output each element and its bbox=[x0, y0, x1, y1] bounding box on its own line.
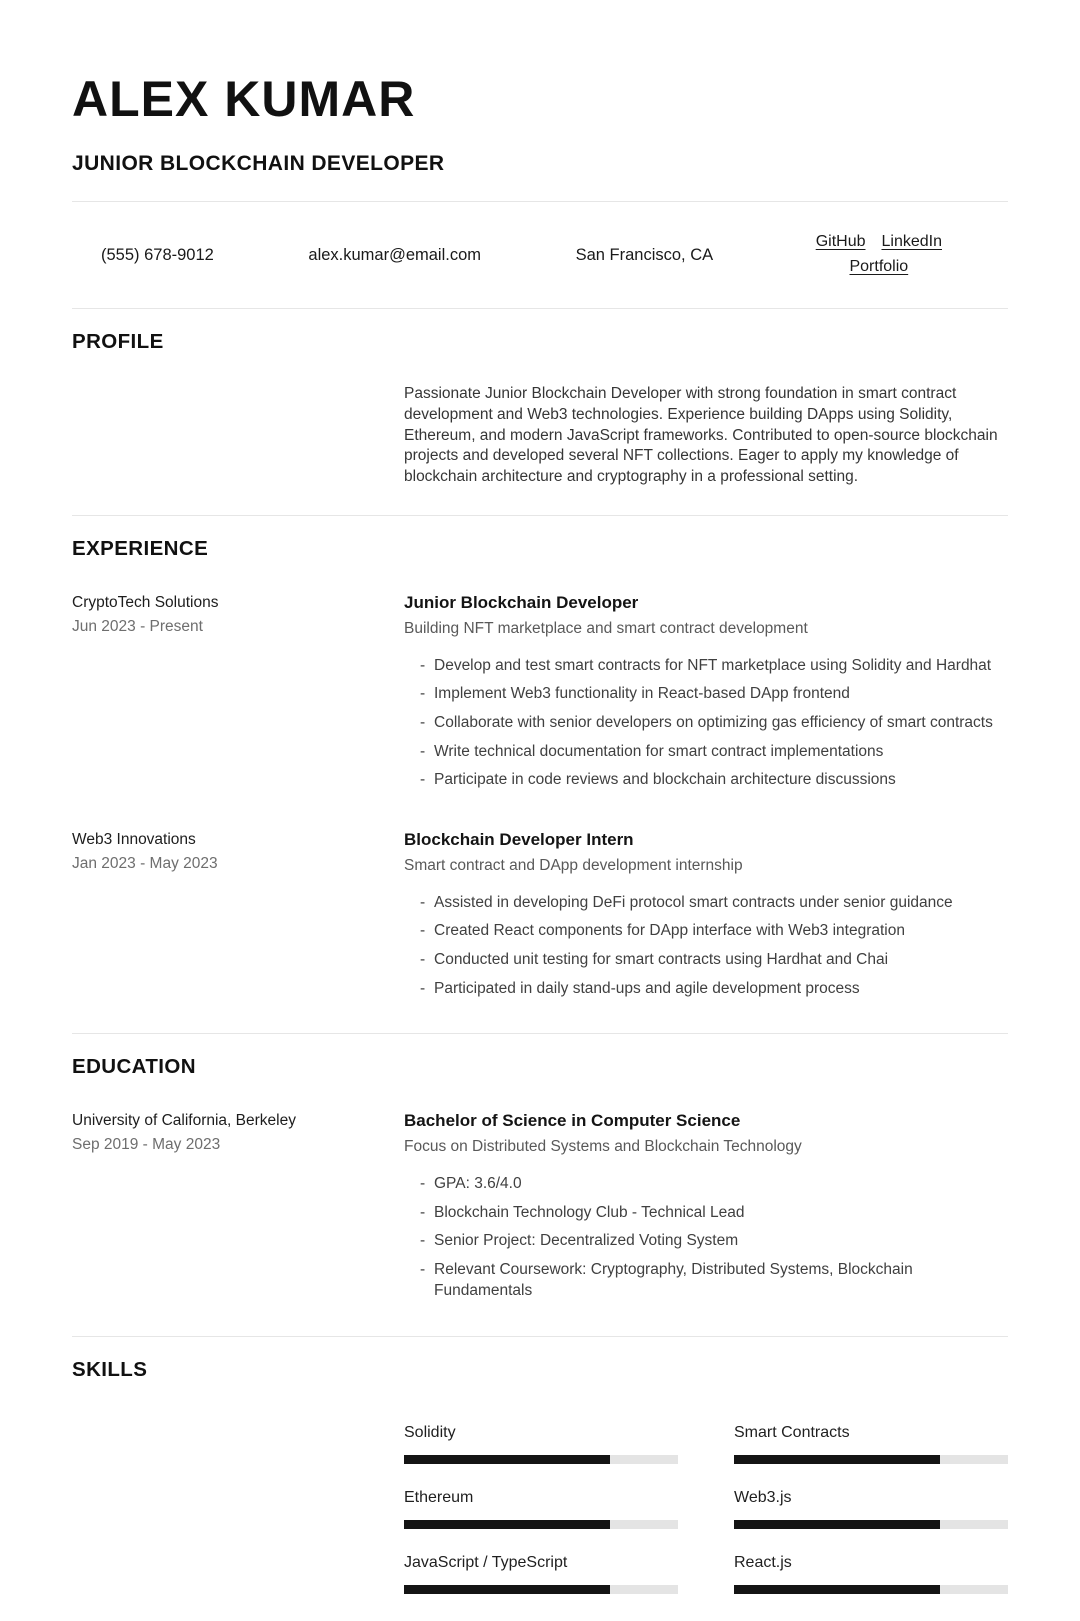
candidate-name: ALEX KUMAR bbox=[72, 71, 416, 127]
profile-section bbox=[72, 308, 1008, 515]
employment-dates: Jan 2023 - May 2023 bbox=[72, 855, 218, 873]
skill-bar-fill bbox=[734, 1455, 940, 1464]
job-bullet-list bbox=[420, 892, 1008, 999]
company-name: CryptoTech Solutions bbox=[72, 593, 219, 611]
skills-section bbox=[72, 1336, 1008, 1621]
education-section bbox=[72, 1033, 1008, 1335]
skill-item bbox=[404, 1554, 678, 1594]
bullet-item: - Relevant Coursework: Cryptography, Distributed Systems, Blockchain Fundamentals bbox=[420, 1259, 1008, 1301]
degree-subtitle: Focus on Distributed Systems and Blockchain Technology bbox=[404, 1137, 802, 1155]
experience-details bbox=[404, 591, 1008, 798]
contact-row bbox=[72, 202, 1008, 308]
skill-item bbox=[404, 1489, 678, 1529]
bullet-item: - Conducted unit testing for smart contracts using Hardhat and Chai bbox=[420, 949, 1008, 970]
skill-bar-track bbox=[404, 1455, 678, 1464]
skill-name: Solidity bbox=[404, 1423, 456, 1441]
education-entry bbox=[72, 1109, 1008, 1308]
skill-name: Smart Contracts bbox=[734, 1423, 850, 1441]
skill-bar-track bbox=[734, 1585, 1008, 1594]
degree-title: Bachelor of Science in Computer Science bbox=[404, 1111, 741, 1131]
job-bullet-list bbox=[420, 655, 1008, 790]
skill-name: Ethereum bbox=[404, 1488, 474, 1506]
skill-item bbox=[734, 1554, 1008, 1594]
bullet-item: - Develop and test smart contracts for NFT marketplace using Solidity and Hardhat bbox=[420, 655, 1008, 676]
skill-bar-fill bbox=[734, 1585, 940, 1594]
skill-bar-track bbox=[404, 1520, 678, 1529]
bullet-item: - Blockchain Technology Club - Technical Lead bbox=[420, 1202, 1008, 1223]
skills-heading: SKILLS bbox=[72, 1357, 148, 1381]
job-subtitle: Building NFT marketplace and smart contract development bbox=[404, 619, 808, 637]
education-details bbox=[404, 1109, 1008, 1308]
experience-details bbox=[404, 828, 1008, 1006]
github-link[interactable]: GitHub bbox=[815, 233, 866, 251]
profile-summary: Passionate Junior Blockchain Developer with strong foundation in smart contract development and Web3 technologies. Experience building DApps using Solidity, Ethereum, and modern JavaScript frameworks. Contributed to open-source blockchain projects and developed several NFT collections. Eager to apply my knowledge of blockchain architecture and cryptography in a professional setting. bbox=[404, 385, 998, 486]
skill-bar-fill bbox=[734, 1520, 940, 1529]
skill-bar-track bbox=[734, 1520, 1008, 1529]
school-name: University of California, Berkeley bbox=[72, 1112, 296, 1130]
experience-meta bbox=[72, 591, 404, 798]
skill-item bbox=[404, 1424, 678, 1464]
education-meta bbox=[72, 1109, 404, 1308]
job-title: Blockchain Developer Intern bbox=[404, 829, 634, 849]
profile-heading: PROFILE bbox=[72, 330, 164, 353]
company-name: Web3 Innovations bbox=[72, 830, 196, 848]
contact-email: alex.kumar@email.com bbox=[308, 245, 482, 264]
candidate-title: JUNIOR BLOCKCHAIN DEVELOPER bbox=[72, 152, 445, 175]
skills-left-spacer bbox=[72, 1412, 404, 1594]
experience-meta bbox=[72, 828, 404, 1006]
skill-name: JavaScript / TypeScript bbox=[404, 1553, 568, 1571]
bullet-item: - Participate in code reviews and blockchain architecture discussions bbox=[420, 769, 1008, 790]
education-dates: Sep 2019 - May 2023 bbox=[72, 1136, 221, 1154]
linkedin-link[interactable]: LinkedIn bbox=[881, 233, 942, 251]
skill-name: React.js bbox=[734, 1553, 792, 1571]
contact-location: San Francisco, CA bbox=[575, 245, 714, 264]
skill-bar-track bbox=[734, 1455, 1008, 1464]
skill-bar-fill bbox=[404, 1585, 610, 1594]
experience-entry bbox=[72, 591, 1008, 798]
experience-entry bbox=[72, 828, 1008, 1006]
skill-bar-track bbox=[404, 1585, 678, 1594]
bullet-item: - Implement Web3 functionality in React-based DApp frontend bbox=[420, 683, 1008, 704]
experience-section bbox=[72, 515, 1008, 1033]
job-subtitle: Smart contract and DApp development internship bbox=[404, 856, 743, 874]
bullet-item: - Assisted in developing DeFi protocol smart contracts under senior guidance bbox=[420, 892, 1008, 913]
contact-phone: (555) 678-9012 bbox=[101, 245, 214, 264]
skill-item bbox=[734, 1489, 1008, 1529]
contact-links bbox=[808, 230, 950, 280]
skills-grid bbox=[404, 1424, 1008, 1594]
bullet-item: - Participated in daily stand-ups and agile development process bbox=[420, 978, 1008, 999]
portfolio-link[interactable]: Portfolio bbox=[849, 258, 909, 275]
experience-heading: EXPERIENCE bbox=[72, 536, 209, 560]
bullet-item: - Senior Project: Decentralized Voting System bbox=[420, 1230, 1008, 1251]
skill-bar-fill bbox=[404, 1455, 610, 1464]
profile-left-spacer bbox=[72, 384, 404, 488]
job-title: Junior Blockchain Developer bbox=[404, 592, 639, 612]
bullet-item: - Write technical documentation for smart contract implementations bbox=[420, 741, 1008, 762]
employment-dates: Jun 2023 - Present bbox=[72, 618, 203, 636]
skill-name: Web3.js bbox=[734, 1488, 792, 1506]
skill-bar-fill bbox=[404, 1520, 610, 1529]
bullet-item: - Created React components for DApp interface with Web3 integration bbox=[420, 920, 1008, 941]
bullet-item: - Collaborate with senior developers on optimizing gas efficiency of smart contracts bbox=[420, 712, 1008, 733]
skill-item bbox=[734, 1424, 1008, 1464]
education-bullet-list bbox=[420, 1173, 1008, 1301]
bullet-item: - GPA: 3.6/4.0 bbox=[420, 1173, 1008, 1194]
education-heading: EDUCATION bbox=[72, 1055, 196, 1079]
resume-header bbox=[72, 0, 1008, 176]
